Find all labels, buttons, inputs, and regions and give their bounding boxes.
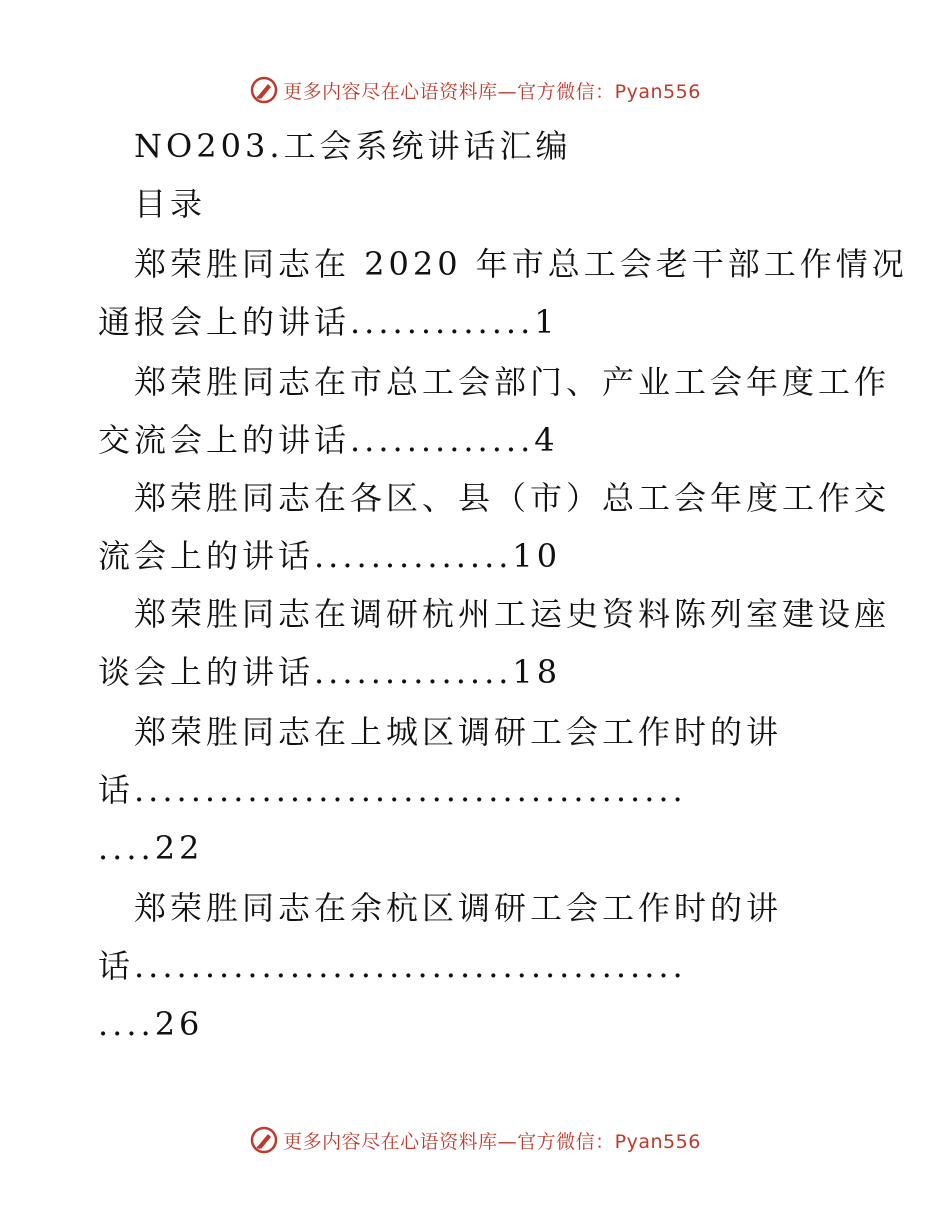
toc-entry-6-line-3[interactable]: ....26 xyxy=(98,1005,204,1043)
watermark-banner-top xyxy=(0,70,950,110)
toc-entry-1-line-2[interactable]: 通报会上的讲话.............1 xyxy=(98,303,559,341)
toc-entry-4-line-2[interactable]: 谈会上的讲话..............18 xyxy=(98,653,562,691)
watermark-text: 更多内容尽在心语资料库—官方微信：Pyan556 xyxy=(283,80,701,103)
toc-entry-2-line-2[interactable]: 交流会上的讲话.............4 xyxy=(98,421,559,459)
pen-seal-logo-icon xyxy=(249,1125,279,1155)
toc-entry-4-line-1[interactable]: 郑荣胜同志在调研杭州工运史资料陈列室建设座 xyxy=(134,595,891,633)
toc-entry-2-line-1[interactable]: 郑荣胜同志在市总工会部门、产业工会年度工作 xyxy=(134,363,891,401)
toc-entry-3-line-1[interactable]: 郑荣胜同志在各区、县（市）总工会年度工作交 xyxy=(134,479,891,517)
toc-entry-1-line-1[interactable]: 郑荣胜同志在 2020 年市总工会老干部工作情况 xyxy=(134,245,908,283)
toc-entry-6-line-2[interactable]: 话....................................... xyxy=(98,947,687,985)
toc-entry-5-line-2[interactable]: 话....................................... xyxy=(98,771,687,809)
watermark-text: 更多内容尽在心语资料库—官方微信：Pyan556 xyxy=(283,1130,701,1153)
document-title: NO203.工会系统讲话汇编 xyxy=(134,127,572,165)
watermark-banner-bottom xyxy=(0,1120,950,1160)
toc-entry-5-line-1[interactable]: 郑荣胜同志在上城区调研工会工作时的讲 xyxy=(134,713,783,751)
pen-seal-logo-icon xyxy=(249,75,279,105)
toc-entry-3-line-2[interactable]: 流会上的讲话..............10 xyxy=(98,537,562,575)
toc-heading: 目录 xyxy=(134,185,207,223)
toc-entry-6-line-1[interactable]: 郑荣胜同志在余杭区调研工会工作时的讲 xyxy=(134,889,783,927)
toc-entry-5-line-3[interactable]: ....22 xyxy=(98,829,204,867)
